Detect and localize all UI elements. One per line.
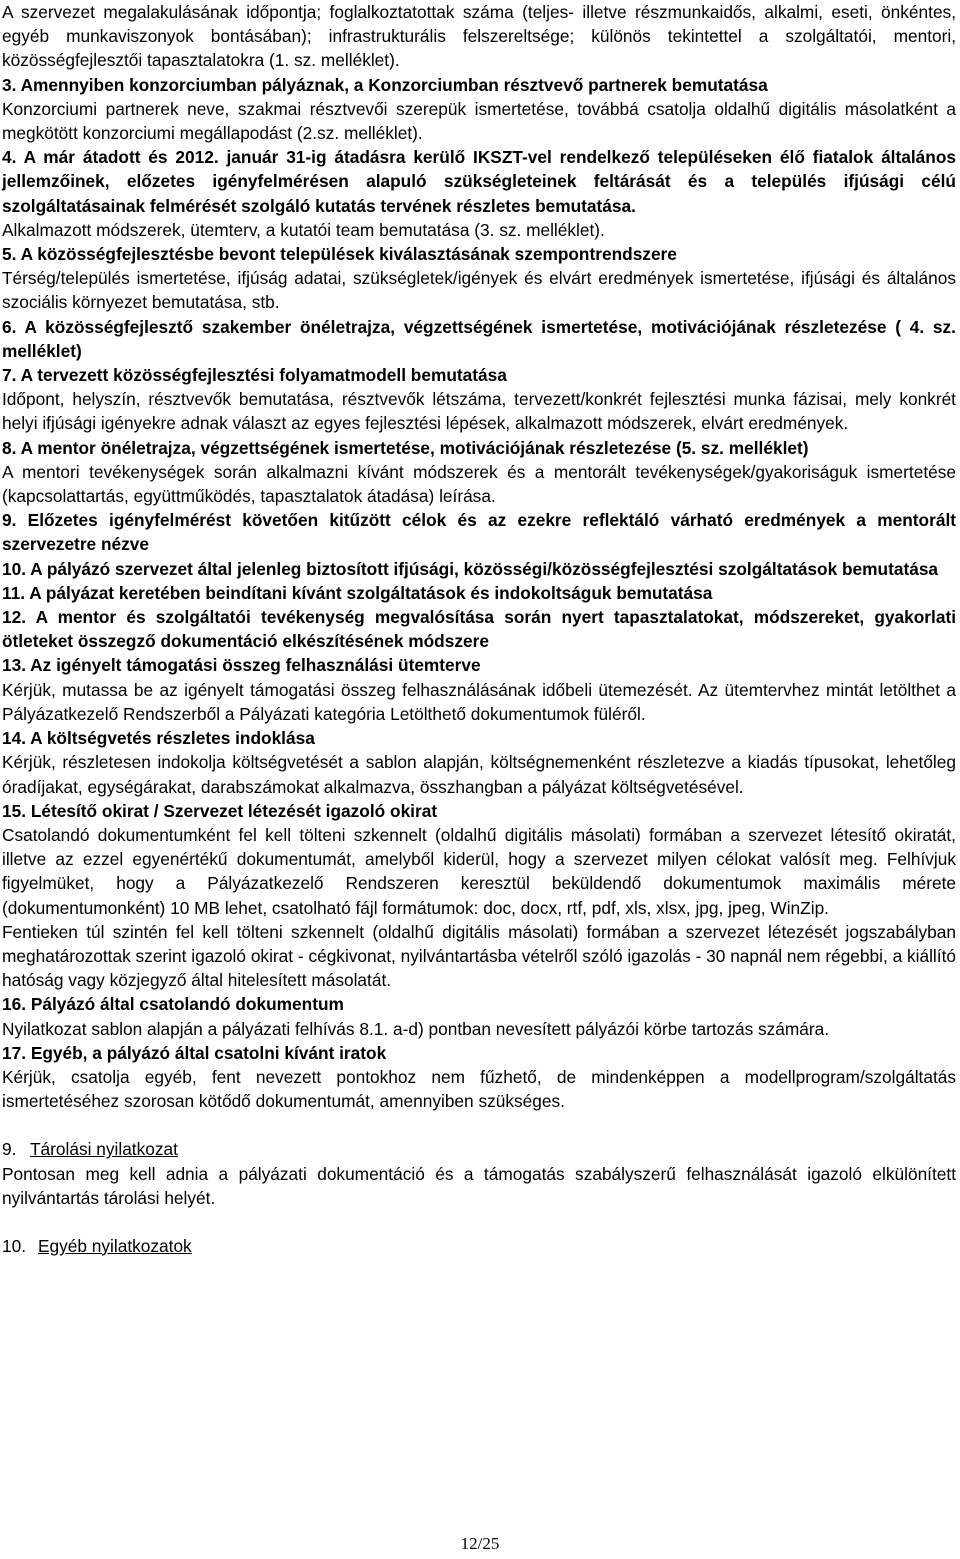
- section-body-8: A mentori tevékenységek során alkalmazni kívánt módszerek és a mentorált tevékenységek/gyakoriságuk ismertetése (kapcsolattartás, együttműködés, tapasztalatok átadása) leírása.: [2, 461, 956, 507]
- section-heading-5: 5. A közösségfejlesztésbe bevont települések kiválasztásának szempontrendszere: [2, 244, 677, 265]
- spacer: [2, 1210, 956, 1234]
- section-heading-7: 7. A tervezett közösségfejlesztési folyamatmodell bemutatása: [2, 365, 507, 386]
- section-body-17: Kérjük, csatolja egyéb, fent nevezett pontokhoz nem fűzhető, de mindenképpen a modellprogram/szolgáltatás ismertetéséhez szorosan kötődő dokumentumát, amennyiben szükséges.: [2, 1066, 956, 1112]
- section-body-15-continued: Fentieken túl szintén fel kell tölteni szkennelt (oldalhű digitális másolati) formában a szervezet létezését jogszabályban meghatározottak szerint igazoló okirat - cégkivonat, nyilvántartásba vételről szóló igazolás - 30 napnál nem régebbi, a kiállító hatóság vagy közjegyző által hitelesített másolatát.: [2, 921, 956, 991]
- section-heading-10: 10. A pályázó szervezet által jelenleg biztosított ifjúsági, közösségi/közösségfejlesztési szolgáltatások bemutatása: [2, 558, 939, 579]
- section-body-5: Térség/település ismertetése, ifjúság adatai, szükségletek/igények és elvárt eredmények ismertetése, ifjúsági és általános szociális környezet bemutatása, stb.: [2, 268, 956, 313]
- section-body-7: Időpont, helyszín, résztvevők bemutatása, résztvevők létszáma, tervezett/konkrét fejlesztési munka fázisai, mely konkrét helyi ifjúsági igényekre adnak választ az egyes fejlesztési lépések, alkalmazott módszerek, elvárt eredmények.: [2, 389, 956, 434]
- section-heading-15: 15. Létesítő okirat / Szervezet létezését igazoló okirat: [2, 800, 438, 821]
- page-number: 12/25: [460, 1534, 500, 1553]
- list-item-heading-10: [2, 1234, 956, 1258]
- list-item-heading-9: [2, 1137, 956, 1161]
- section-heading-9: 9. Előzetes igényfelmérést követően kitűzött célok és az ezekre reflektáló várható eredmények a mentorált szervezetre nézve: [2, 510, 956, 555]
- spacer: [2, 1113, 956, 1137]
- section-body-4: Alkalmazott módszerek, ütemterv, a kutatói team bemutatása (3. sz. melléklet).: [2, 219, 605, 240]
- list-item-body-9: Pontosan meg kell adnia a pályázati dokumentáció és a támogatás szabályszerű felhasználását igazoló elkülönített nyilvántartás tárolási helyét.: [2, 1163, 956, 1208]
- section-heading-4: 4. A már átadott és 2012. január 31-ig átadásra kerülő IKSZT-vel rendelkező településeken élő fiatalok általános jellemzőinek, előzetes igényfelmérésen alapuló szükségleteinek feltárását és a település ifjúsági célú szolgáltatásainak felmérését szolgáló kutatás tervének részletes bemutatása.: [2, 147, 956, 216]
- document-body: [2, 0, 956, 1258]
- section-heading-12: 12. A mentor és szolgáltatói tevékenység megvalósítása során nyert tapasztalatokat, módszereket, gyakorlati ötleteket összegző dokumentáció elkészítésének módszere: [2, 607, 956, 652]
- section-heading-11: 11. A pályázat keretében beindítani kívánt szolgáltatások és indokoltságuk bemutatása: [2, 582, 713, 603]
- section-heading-8: 8. A mentor önéletrajza, végzettségének ismertetése, motivációjának részletezése (5. sz. melléklet): [2, 437, 809, 458]
- section-body-14: Kérjük, részletesen indokolja költségvetését a sablon alapján, költségnemenként részletezve a kiadás típusokat, lehetőleg óradíjakat, egységárakat, darabszámokat alkalmazva, összhangban a pályázat költségvetésével.: [2, 752, 956, 797]
- section-body-13: Kérjük, mutassa be az igényelt támogatási összeg felhasználásának időbeli ütemezését. Az ütemtervhez mintát letölthet a Pályázatkezelő Rendszerből a Pályázati kategória Letölthető dokumentumok füléről.: [2, 679, 956, 724]
- section-body-3: Konzorciumi partnerek neve, szakmai résztvevői szerepük ismertetése, továbbá csatolja oldalhű digitális másolatként a megkötött konzorciumi megállapodást (2.sz. melléklet).: [2, 98, 956, 144]
- section-heading-16: 16. Pályázó által csatolandó dokumentum: [2, 994, 344, 1015]
- section-heading-3: 3. Amennyiben konzorciumban pályáznak, a Konzorciumban résztvevő partnerek bemutatása: [2, 74, 768, 95]
- section-heading-17: 17. Egyéb, a pályázó által csatolni kívánt iratok: [2, 1042, 387, 1063]
- list-item-number: 10.: [2, 1235, 27, 1256]
- section-body-16: Nyilatkozat sablon alapján a pályázati felhívás 8.1. a-d) pontban nevesített pályázói körbe tartozás számára.: [2, 1018, 830, 1039]
- list-item-title: Egyéb nyilatkozatok: [38, 1235, 192, 1256]
- list-item-number: 9.: [2, 1139, 17, 1160]
- section-heading-13: 13. Az igényelt támogatási összeg felhasználási ütemterve: [2, 655, 481, 676]
- intro-paragraph: A szervezet megalakulásának időpontja; foglalkoztatottak száma (teljes- illetve részmunkaidős, alkalmi, eseti, önkéntes, egyéb munkaviszonyok bontásában); infrastrukturális felszereltsége; különös tekintettel a szolgáltatói, mentori, közösségfejlesztői tapasztalatokra (1. sz. melléklet).: [2, 2, 956, 71]
- section-heading-14: 14. A költségvetés részletes indoklása: [2, 728, 315, 749]
- section-body-15: Csatolandó dokumentumként fel kell tölteni szkennelt (oldalhű digitális másolati) formában a szervezet létesítő okiratát, illetve az ezzel egyenértékű dokumentumát, amelyből kiderül, hogy a szervezet milyen célokat valósít meg. Felhívjuk figyelmüket, hogy a Pályázatkezelő Rendszeren keresztül beküldendő dokumentumok maximális mérete (dokumentumonként) 10 MB lehet, csatolható fájl formátumok: doc, docx, rtf, pdf, xls, xlsx, jpg, jpeg, WinZip.: [2, 824, 956, 918]
- list-item-title: Tárolási nyilatkozat: [30, 1139, 178, 1160]
- section-heading-6: 6. A közösségfejlesztő szakember önéletrajza, végzettségének ismertetése, motivációjának részletezése ( 4. sz. melléklet): [2, 316, 956, 361]
